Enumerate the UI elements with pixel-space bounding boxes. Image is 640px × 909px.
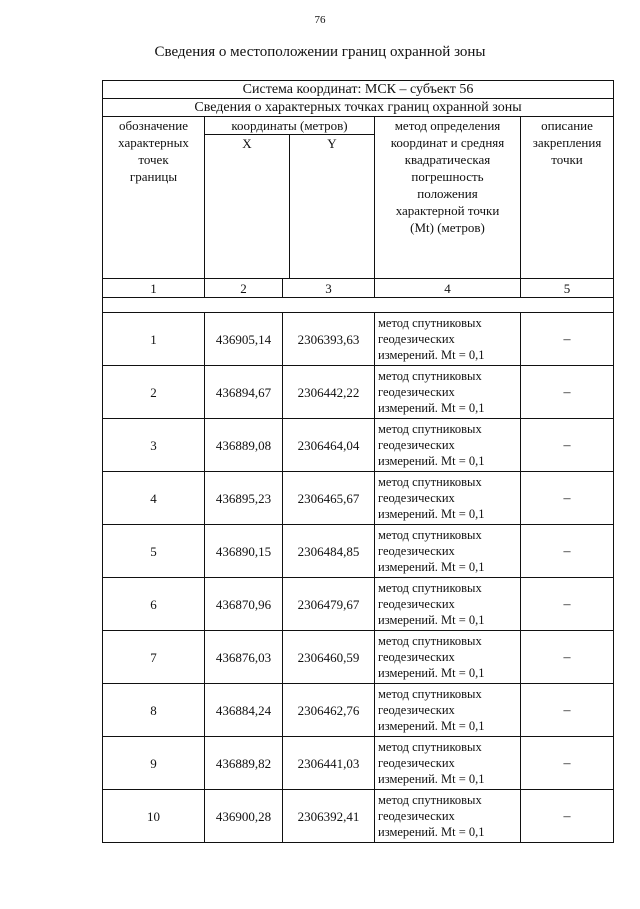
- table-row: [103, 366, 614, 419]
- coord-y: 2306441,03: [283, 737, 375, 790]
- description-cell: –: [521, 790, 614, 843]
- point-id: 8: [103, 684, 205, 737]
- coord-x: 436889,82: [205, 737, 283, 790]
- table-row: [103, 790, 614, 843]
- description-cell: –: [521, 631, 614, 684]
- col-number: 1: [103, 279, 205, 298]
- col-number: 3: [283, 279, 375, 298]
- col-number: 5: [521, 279, 614, 298]
- coord-x: 436905,14: [205, 313, 283, 366]
- point-id: 6: [103, 578, 205, 631]
- coord-y: 2306464,04: [283, 419, 375, 472]
- method-cell: метод спутниковых геодезических измерений. Mt = 0,1: [375, 684, 521, 737]
- point-id: 1: [103, 313, 205, 366]
- coord-x: 436894,67: [205, 366, 283, 419]
- coord-x: 436895,23: [205, 472, 283, 525]
- coordinate-system: Система координат: МСК – субъект 56: [103, 81, 614, 99]
- point-id: 9: [103, 737, 205, 790]
- point-id: 5: [103, 525, 205, 578]
- header-x: X: [205, 135, 290, 278]
- blank-row: [103, 298, 614, 313]
- description-cell: –: [521, 737, 614, 790]
- table-row: [103, 472, 614, 525]
- coord-y: 2306442,22: [283, 366, 375, 419]
- description-cell: –: [521, 366, 614, 419]
- method-cell: метод спутниковых геодезических измерений. Mt = 0,1: [375, 313, 521, 366]
- point-id: 10: [103, 790, 205, 843]
- point-id: 2: [103, 366, 205, 419]
- method-cell: метод спутниковых геодезических измерений. Mt = 0,1: [375, 419, 521, 472]
- point-id: 4: [103, 472, 205, 525]
- method-cell: метод спутниковых геодезических измерений. Mt = 0,1: [375, 790, 521, 843]
- header-coordinates-label: координаты (метров): [205, 117, 374, 135]
- description-cell: –: [521, 472, 614, 525]
- col-number: 4: [375, 279, 521, 298]
- coord-y: 2306484,85: [283, 525, 375, 578]
- coord-x: 436876,03: [205, 631, 283, 684]
- table-row: [103, 578, 614, 631]
- table-row: [103, 737, 614, 790]
- method-cell: метод спутниковых геодезических измерений. Mt = 0,1: [375, 525, 521, 578]
- coord-y: 2306465,67: [283, 472, 375, 525]
- description-cell: –: [521, 525, 614, 578]
- col-number: 2: [205, 279, 283, 298]
- method-cell: метод спутниковых геодезических измерений. Mt = 0,1: [375, 631, 521, 684]
- coord-y: 2306462,76: [283, 684, 375, 737]
- header-coordinates: [205, 117, 375, 279]
- method-cell: метод спутниковых геодезических измерений. Mt = 0,1: [375, 737, 521, 790]
- method-cell: метод спутниковых геодезических измерений. Mt = 0,1: [375, 472, 521, 525]
- table-subtitle: Сведения о характерных точках границ охранной зоны: [103, 99, 614, 117]
- page-number: 76: [314, 14, 326, 26]
- description-cell: –: [521, 419, 614, 472]
- boundary-points-table: [102, 80, 614, 843]
- description-cell: –: [521, 313, 614, 366]
- description-cell: –: [521, 578, 614, 631]
- header-method: метод определения координат и средняя квадратическая погрешность положения характерной точки (Mt) (метров): [375, 117, 521, 279]
- header-description: описание закрепления точки: [521, 117, 614, 279]
- header-point-designation: обозначение характерных точек границы: [103, 117, 205, 279]
- coord-x: 436884,24: [205, 684, 283, 737]
- table-row: [103, 684, 614, 737]
- coord-y: 2306479,67: [283, 578, 375, 631]
- table-row: [103, 313, 614, 366]
- coord-x: 436890,15: [205, 525, 283, 578]
- method-cell: метод спутниковых геодезических измерений. Mt = 0,1: [375, 366, 521, 419]
- description-cell: –: [521, 684, 614, 737]
- point-id: 7: [103, 631, 205, 684]
- coord-x: 436870,96: [205, 578, 283, 631]
- coord-y: 2306393,63: [283, 313, 375, 366]
- page-title: Сведения о местоположении границ охранной зоны: [154, 44, 486, 60]
- header-y: Y: [327, 136, 337, 151]
- coord-y: 2306460,59: [283, 631, 375, 684]
- point-id: 3: [103, 419, 205, 472]
- coord-x: 436889,08: [205, 419, 283, 472]
- table-row: [103, 419, 614, 472]
- table-row: [103, 525, 614, 578]
- table-row: [103, 631, 614, 684]
- coord-x: 436900,28: [205, 790, 283, 843]
- method-cell: метод спутниковых геодезических измерений. Mt = 0,1: [375, 578, 521, 631]
- coord-y: 2306392,41: [283, 790, 375, 843]
